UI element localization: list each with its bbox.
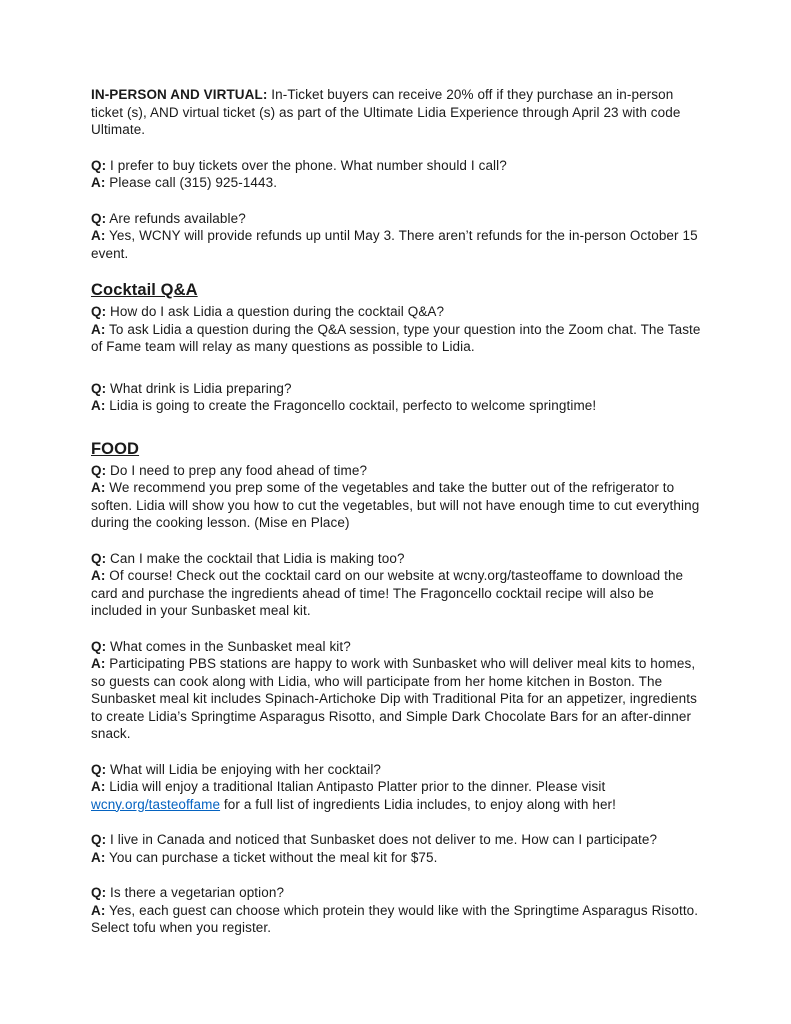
text-line bbox=[91, 638, 707, 656]
text-line bbox=[91, 849, 707, 867]
qa-sunbasket-meal-kit bbox=[91, 638, 707, 743]
body-text: Lidia is going to create the Fragoncello cocktail, perfecto to welcome springtime! bbox=[105, 398, 597, 413]
qa-prep-food bbox=[91, 462, 707, 532]
intro-paragraph-ticket-discount bbox=[91, 86, 707, 139]
section-heading-cocktail-qa bbox=[91, 280, 707, 301]
bold-text: A: bbox=[91, 656, 106, 671]
bold-text: Q: bbox=[91, 157, 107, 173]
qa-vegetarian-option bbox=[91, 884, 707, 937]
text-line bbox=[91, 157, 707, 175]
text-line bbox=[91, 778, 707, 813]
body-text: Participating PBS stations are happy to work with Sunbasket who will deliver meal kits to homes, so guests can cook along with Lidia, who will participate from her home kitchen in Boston. The Sunbasket meal kit includes Spinach-Artichoke Dip with Traditional Pita for an appetizer, ingredients to create Lidia’s Springtime Asparagus Risotto, and Simple Dark Chocolate Bars for an after-dinner snack. bbox=[91, 656, 697, 741]
bold-text: A: bbox=[91, 849, 106, 865]
section-heading-food bbox=[91, 439, 707, 460]
body-text: Yes, each guest can choose which protein they would like with the Springtime Asparagus Risotto. Select tofu when you register. bbox=[91, 902, 699, 935]
body-text: Do I need to prep any food ahead of time? bbox=[106, 462, 368, 478]
body-text: Cocktail Q&A bbox=[91, 281, 198, 299]
bold-text: Q: bbox=[91, 832, 107, 847]
qa-refunds bbox=[91, 210, 707, 263]
body-text: Yes, WCNY will provide refunds up until May 3. There aren’t refunds for the in-person October 15 event. bbox=[91, 228, 698, 261]
qa-enjoying-with-cocktail bbox=[91, 761, 707, 814]
text-line bbox=[91, 227, 707, 262]
text-line bbox=[91, 397, 707, 415]
qa-make-cocktail bbox=[91, 550, 707, 620]
body-text: I prefer to buy tickets over the phone. What number should I call? bbox=[106, 157, 507, 173]
text-line bbox=[91, 831, 707, 849]
body-text: Are refunds available? bbox=[106, 210, 246, 226]
bold-text: A: bbox=[91, 321, 106, 337]
body-text: We recommend you prep some of the vegetables and take the butter out of the refrigerator to soften. Lidia will show you how to cut the vegetables, but will not have enough time to cut everything during the cooking lesson. (Mise en Place) bbox=[91, 480, 700, 530]
bold-text: A: bbox=[91, 480, 106, 495]
text-line bbox=[91, 902, 707, 937]
text-line bbox=[91, 761, 707, 779]
qa-phone-tickets bbox=[91, 157, 707, 192]
text-line bbox=[91, 86, 707, 139]
body-text: FOOD bbox=[91, 439, 140, 458]
tasteoffame-link[interactable]: wcny.org/tasteoffame bbox=[91, 796, 221, 812]
bold-text: A: bbox=[91, 175, 106, 190]
bold-text: A: bbox=[91, 228, 106, 243]
body-text: What comes in the Sunbasket meal kit? bbox=[106, 638, 351, 654]
text-line bbox=[91, 462, 707, 480]
text-line bbox=[91, 380, 707, 398]
text-line bbox=[91, 439, 707, 460]
bold-text: A: bbox=[91, 779, 106, 794]
bold-text: IN-PERSON AND VIRTUAL: bbox=[91, 87, 268, 102]
body-text: You can purchase a ticket without the meal kit for $75. bbox=[105, 849, 438, 865]
qa-ask-question bbox=[91, 303, 707, 356]
text-line bbox=[91, 550, 707, 568]
body-text: Please call (315) 925-1443. bbox=[105, 175, 278, 190]
text-line bbox=[91, 479, 707, 532]
body-text: To ask Lidia a question during the Q&A session, type your question into the Zoom chat. The Taste of Fame team will relay as many questions as possible to Lidia. bbox=[91, 321, 701, 354]
text-line bbox=[91, 884, 707, 902]
bold-text: A: bbox=[91, 902, 106, 918]
bold-text: Q: bbox=[91, 304, 107, 319]
body-text: I live in Canada and noticed that Sunbasket does not deliver to me. How can I participate? bbox=[106, 832, 658, 847]
bold-text: Q: bbox=[91, 885, 107, 900]
text-line bbox=[91, 174, 707, 192]
bold-text: A: bbox=[91, 568, 106, 583]
qa-canada-delivery bbox=[91, 831, 707, 866]
document-content bbox=[91, 86, 707, 937]
bold-text: Q: bbox=[91, 210, 107, 226]
body-text: What drink is Lidia preparing? bbox=[106, 380, 292, 396]
qa-drink-preparing bbox=[91, 380, 707, 415]
bold-text: A: bbox=[91, 398, 106, 413]
bold-text: Q: bbox=[91, 550, 107, 566]
body-text: Lidia will enjoy a traditional Italian Antipasto Platter prior to the dinner. Please visit bbox=[105, 779, 606, 794]
text-line bbox=[91, 655, 707, 743]
bold-text: Q: bbox=[91, 638, 107, 654]
text-line bbox=[91, 303, 707, 321]
bold-text: Q: bbox=[91, 462, 107, 478]
text-line bbox=[91, 567, 707, 620]
body-text: What will Lidia be enjoying with her cocktail? bbox=[106, 761, 382, 777]
body-text: In-Ticket buyers can receive 20% off if they purchase an in-person ticket (s), AND virtual ticket (s) as part of the Ultimate Lidia Experience through April 23 with code Ultimate. bbox=[91, 87, 681, 137]
text-line bbox=[91, 321, 707, 356]
body-text: for a full list of ingredients Lidia includes, to enjoy along with her! bbox=[220, 796, 616, 812]
bold-text: Q: bbox=[91, 761, 107, 777]
body-text: Can I make the cocktail that Lidia is making too? bbox=[106, 550, 405, 566]
text-line bbox=[91, 210, 707, 228]
body-text: Is there a vegetarian option? bbox=[106, 885, 285, 900]
body-text: Of course! Check out the cocktail card on our website at wcny.org/tasteoffame to download the card and purchase the ingredients ahead of time! The Fragoncello cocktail recipe will also be included in your Sunbasket meal kit. bbox=[91, 568, 684, 618]
bold-text: Q: bbox=[91, 380, 107, 396]
text-line bbox=[91, 280, 707, 301]
body-text: How do I ask Lidia a question during the cocktail Q&A? bbox=[106, 304, 445, 319]
